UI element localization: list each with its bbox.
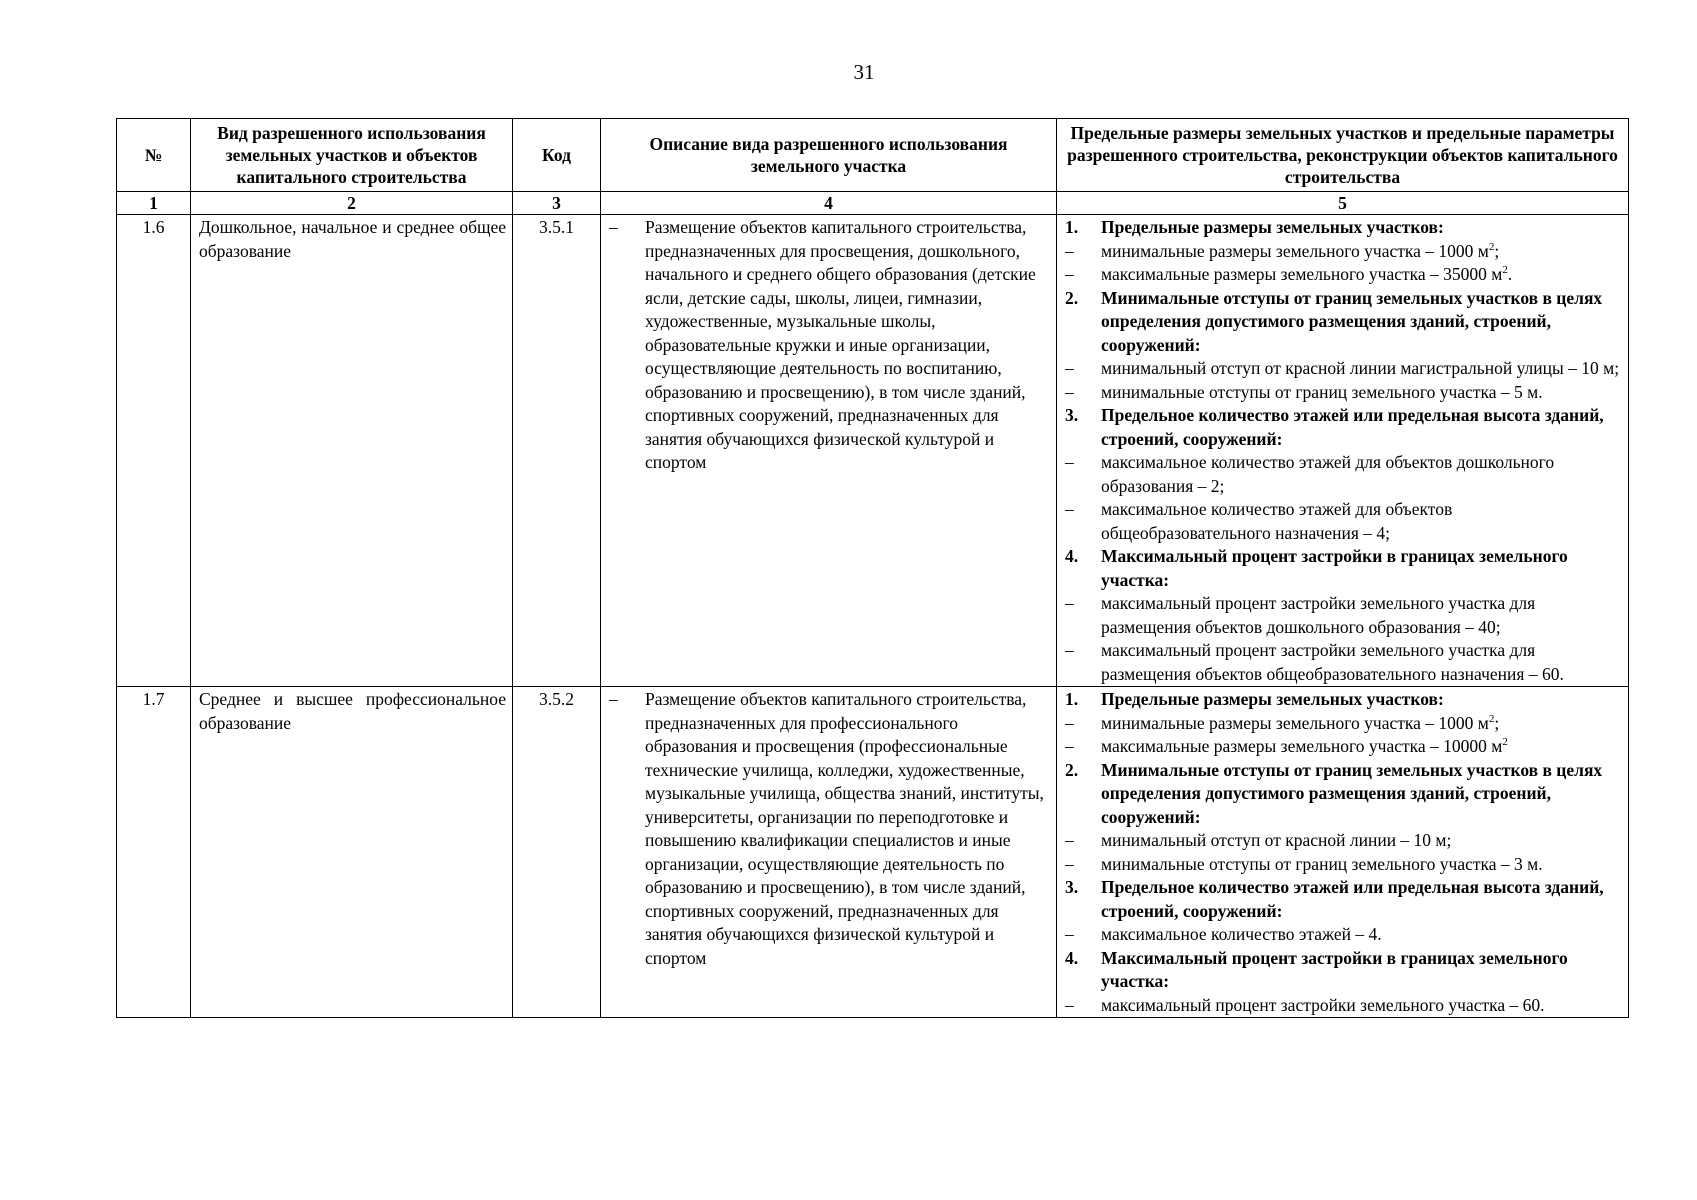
parameter-text: максимальное количество этажей для объектов общеобразовательного назначения – 4; bbox=[1101, 499, 1453, 543]
parameter-marker: – bbox=[1065, 358, 1074, 378]
parameter-text: максимальное количество этажей для объектов дошкольного образования – 2; bbox=[1101, 452, 1555, 496]
parameter-item bbox=[1065, 592, 1624, 639]
parameter-item bbox=[1065, 381, 1624, 405]
parameter-text-wrap bbox=[1101, 404, 1624, 451]
table-row bbox=[117, 687, 1629, 1018]
use-code: 3.5.1 bbox=[513, 215, 601, 687]
parameter-marker: 1. bbox=[1065, 689, 1079, 709]
parameter-text-wrap bbox=[1101, 357, 1624, 381]
parameter-marker: – bbox=[1065, 994, 1074, 1015]
parameter-text: максимальное количество этажей – 4. bbox=[1101, 924, 1382, 944]
parameter-text: Предельное количество этажей или предельная высота зданий, строений, сооружений: bbox=[1101, 877, 1604, 921]
column-number: 1 bbox=[117, 192, 191, 215]
parameter-text-wrap bbox=[1101, 923, 1624, 947]
table-row bbox=[117, 215, 1629, 687]
parameter-marker: 4. bbox=[1065, 947, 1079, 968]
superscript: 2 bbox=[1502, 736, 1508, 749]
parameter-heading bbox=[1065, 545, 1624, 592]
header-row bbox=[117, 119, 1629, 192]
header-parameters: Предельные размеры земельных участков и предельные параметры разрешенного строительства, реконструкции объектов капитального строительства bbox=[1057, 119, 1629, 192]
parameter-item bbox=[1065, 639, 1624, 686]
parameter-marker: – bbox=[1065, 924, 1074, 944]
use-description bbox=[601, 687, 1057, 1018]
page-number: 31 bbox=[853, 60, 875, 84]
parameter-marker: – bbox=[1065, 264, 1074, 284]
superscript: 2 bbox=[1488, 240, 1495, 253]
parameter-heading bbox=[1065, 287, 1624, 358]
description-dash: – bbox=[609, 689, 618, 709]
parameter-marker: – bbox=[1065, 830, 1074, 850]
parameter-punctuation: . bbox=[1507, 264, 1513, 284]
use-description bbox=[601, 215, 1057, 687]
header-description: Описание вида разрешенного использования земельного участка bbox=[601, 119, 1057, 192]
parameter-text-wrap bbox=[1101, 545, 1624, 592]
parameter-item bbox=[1065, 853, 1624, 877]
parameter-text: Минимальные отступы от границ земельных участков в целях определения допустимого размещения зданий, строений, сооружений: bbox=[1101, 759, 1603, 827]
parameter-item bbox=[1065, 263, 1624, 287]
description-dash: – bbox=[609, 217, 618, 237]
header-code: Код bbox=[513, 119, 601, 192]
parameter-item bbox=[1065, 712, 1624, 736]
column-number: 4 bbox=[601, 192, 1057, 215]
parameter-marker: – bbox=[1065, 240, 1074, 261]
parameter-marker: 3. bbox=[1065, 405, 1079, 425]
parameter-heading bbox=[1065, 216, 1624, 240]
parameter-text-wrap bbox=[1101, 381, 1624, 405]
parameter-punctuation: ; bbox=[1494, 240, 1500, 261]
parameter-item bbox=[1065, 829, 1624, 853]
parameters-cell bbox=[1057, 215, 1629, 687]
parameter-item bbox=[1065, 735, 1624, 759]
row-number: 1.6 bbox=[117, 215, 191, 687]
parameter-item bbox=[1065, 451, 1624, 498]
parameter-marker: – bbox=[1065, 853, 1074, 874]
parameter-text-wrap bbox=[1101, 287, 1624, 358]
parameter-marker: – bbox=[1065, 712, 1074, 733]
parameter-text: максимальный процент застройки земельного участка – 60. bbox=[1101, 994, 1545, 1015]
parameter-marker: 3. bbox=[1065, 877, 1079, 897]
parameter-text: максимальные размеры земельного участка – 10000 м bbox=[1101, 736, 1503, 756]
column-number: 3 bbox=[513, 192, 601, 215]
parameter-text: минимальные отступы от границ земельного участка – 5 м. bbox=[1101, 381, 1543, 402]
column-number: 2 bbox=[191, 192, 513, 215]
parameter-text: Минимальные отступы от границ земельных участков в целях определения допустимого размещения зданий, строений, сооружений: bbox=[1101, 287, 1603, 355]
parameter-item bbox=[1065, 994, 1624, 1018]
parameter-text: минимальные размеры земельного участка – 1000 м bbox=[1101, 712, 1489, 733]
parameter-text: Предельные размеры земельных участков: bbox=[1101, 217, 1444, 237]
parameter-marker: – bbox=[1065, 499, 1074, 519]
parameter-text-wrap bbox=[1101, 498, 1624, 545]
header-use-type: Вид разрешенного использования земельных участков и объектов капитального строительства bbox=[191, 119, 513, 192]
parameter-text: минимальный отступ от красной линии – 10 м; bbox=[1101, 830, 1452, 850]
parameter-item bbox=[1065, 498, 1624, 545]
parameter-text-wrap bbox=[1101, 735, 1624, 759]
column-number-row bbox=[117, 192, 1629, 215]
parameter-punctuation: ; bbox=[1494, 712, 1500, 733]
parameter-text: максимальный процент застройки земельного участка для размещения объектов дошкольного образования – 40; bbox=[1101, 593, 1536, 637]
parameter-text-wrap bbox=[1101, 688, 1624, 712]
parameter-text-wrap bbox=[1101, 876, 1624, 923]
parameter-text-wrap bbox=[1101, 994, 1624, 1018]
parameter-heading bbox=[1065, 876, 1624, 923]
parameter-text-wrap bbox=[1101, 759, 1624, 830]
parameter-marker: 2. bbox=[1065, 759, 1079, 780]
description-text: Размещение объектов капитального строительства, предназначенных для профессионального образования и просвещения (профессиональные технические училища, колледжи, художественные, музыкальные училища, общества знаний, институты, университеты, организации по переподготовке и повышению квалификации специалистов и иные организации, осуществляющие деятельность по образованию и просвещению), в том числе зданий, спортивных сооружений, предназначенных для занятия обучающихся физической культурой и спортом bbox=[645, 689, 1044, 968]
parameter-text-wrap bbox=[1101, 829, 1624, 853]
parameter-text: минимальные размеры земельного участка – 1000 м bbox=[1101, 240, 1489, 261]
parameter-heading bbox=[1065, 688, 1624, 712]
parameter-heading bbox=[1065, 947, 1624, 994]
header-number: № bbox=[117, 119, 191, 192]
parameter-marker: – bbox=[1065, 640, 1074, 660]
parameter-heading bbox=[1065, 404, 1624, 451]
row-number: 1.7 bbox=[117, 687, 191, 1018]
parameter-marker: 4. bbox=[1065, 546, 1079, 566]
parameter-text-wrap bbox=[1101, 240, 1624, 264]
parameter-text: Максимальный процент застройки в границах земельного участка: bbox=[1101, 546, 1568, 590]
parameter-text-wrap bbox=[1101, 853, 1624, 877]
column-number: 5 bbox=[1057, 192, 1629, 215]
parameter-marker: – bbox=[1065, 452, 1074, 472]
parameter-text: Предельное количество этажей или предельная высота зданий, строений, сооружений: bbox=[1101, 405, 1604, 449]
parameter-text-wrap bbox=[1101, 216, 1624, 240]
superscript: 2 bbox=[1502, 264, 1508, 277]
parameters-cell bbox=[1057, 687, 1629, 1018]
parameter-text: Предельные размеры земельных участков: bbox=[1101, 689, 1444, 709]
parameter-marker: – bbox=[1065, 736, 1074, 756]
parameter-text-wrap bbox=[1101, 451, 1624, 498]
superscript: 2 bbox=[1488, 712, 1495, 725]
parameter-text: минимальные отступы от границ земельного участка – 3 м. bbox=[1101, 853, 1543, 874]
use-code: 3.5.2 bbox=[513, 687, 601, 1018]
parameter-heading bbox=[1065, 759, 1624, 830]
parameter-marker: – bbox=[1065, 381, 1074, 402]
parameter-marker: 2. bbox=[1065, 287, 1079, 308]
zoning-table bbox=[116, 118, 1629, 1018]
parameter-text-wrap bbox=[1101, 712, 1624, 736]
description-text: Размещение объектов капитального строительства, предназначенных для просвещения, дошкольного, начального и среднего общего образования (детские ясли, детские сады, школы, лицеи, гимназии, художественные, музыкальные школы, образовательные кружки и иные организации, осуществляющие деятельность по воспитанию, образованию и просвещению), в том числе зданий, спортивных сооружений, предназначенных для занятия обучающихся физической культурой и спортом bbox=[645, 217, 1036, 472]
parameter-text: Максимальный процент застройки в границах земельного участка: bbox=[1101, 947, 1568, 991]
parameter-text-wrap bbox=[1101, 639, 1624, 686]
parameter-text-wrap bbox=[1101, 263, 1624, 287]
parameter-text: максимальные размеры земельного участка – 35000 м bbox=[1101, 264, 1503, 284]
parameter-marker: 1. bbox=[1065, 217, 1079, 237]
parameter-text-wrap bbox=[1101, 947, 1624, 994]
parameter-item bbox=[1065, 357, 1624, 381]
parameter-text: максимальный процент застройки земельного участка для размещения объектов общеобразовательного назначения – 60. bbox=[1101, 640, 1564, 684]
use-type: Среднее и высшее профессиональное образование bbox=[191, 687, 513, 1018]
parameter-item bbox=[1065, 923, 1624, 947]
use-type: Дошкольное, начальное и среднее общее образование bbox=[191, 215, 513, 687]
parameter-text-wrap bbox=[1101, 592, 1624, 639]
parameter-item bbox=[1065, 240, 1624, 264]
parameter-marker: – bbox=[1065, 593, 1074, 613]
parameter-text: минимальный отступ от красной линии магистральной улицы – 10 м; bbox=[1101, 358, 1620, 378]
